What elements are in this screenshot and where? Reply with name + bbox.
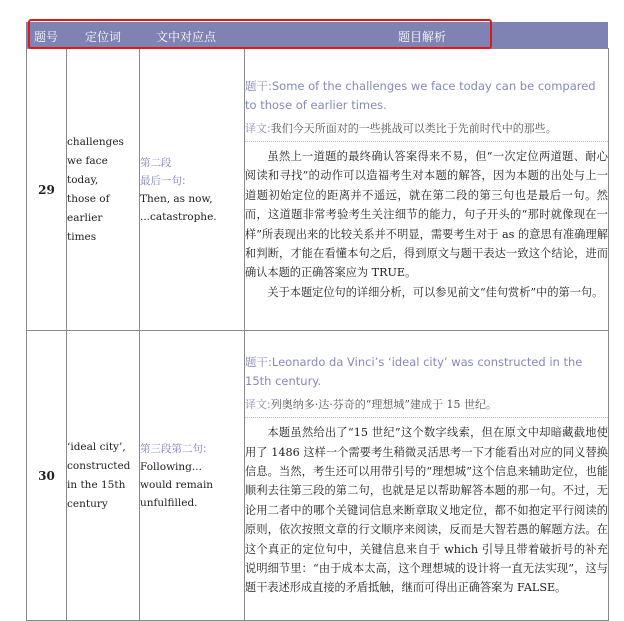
location-quote: ...catastrophe. xyxy=(140,210,217,223)
stem-text: Leonardo da Vinci’s ‘ideal city’ was constructed in the 15th century. xyxy=(245,355,583,389)
translation-label: 译文: xyxy=(245,121,271,135)
explanation-cell xyxy=(245,49,609,331)
stem-text: Some of the challenges we face today can be compared to those of earlier times. xyxy=(245,78,596,112)
divider xyxy=(245,417,608,418)
analysis-paragraph: 虽然上一道题的最终确认答案得来不易，但“一次定位两道题、耐心阅读和寻找”的动作可以造福考生对本题的解答，因为本题的出处与上一道题初始定位的距离并不遥远，就在第二段的第三句也是最后一句。然而，这道题非常考验考生关注细节的能力，句子开头的“那时就像现在一样”所表现出来的比较关系并不明显，需要考生对于 as 的意思有准确理解和判断，才能在看懂本句之后，得到原文与题干表达一致这个结论，进而确认本题的正确答案应为 TRUE。 xyxy=(245,149,608,280)
stem-label: 题干: xyxy=(245,355,272,370)
analysis-paragraph: 关于本题定位句的详细分析，可以参见前文“佳句赏析”中的第一句。 xyxy=(267,285,604,299)
location-quote: would remain xyxy=(140,478,214,491)
keyword-cell xyxy=(67,49,140,331)
table-row xyxy=(27,49,609,331)
header-location: 文中对应点 xyxy=(156,30,217,44)
translation xyxy=(245,395,608,414)
translation-text: 列奥纳多·达·芬奇的“理想城”建成于 15 世纪。 xyxy=(270,398,497,412)
question-number: 29 xyxy=(27,49,67,331)
keyword-line: today, xyxy=(67,173,99,186)
keyword-line: century xyxy=(67,497,108,510)
divider xyxy=(245,141,608,142)
location-quote: Then, as now, xyxy=(140,192,213,205)
keyword-line: ‘ideal city’, xyxy=(67,440,126,453)
table-row xyxy=(27,331,609,621)
table-header xyxy=(26,22,608,48)
question-number: 30 xyxy=(27,331,67,621)
keyword-line: challenges xyxy=(67,135,124,148)
location-paragraph: 第二段 xyxy=(140,156,172,169)
translation-label: 译文: xyxy=(245,398,271,412)
question-stem xyxy=(245,353,608,391)
header-keyword: 定位词 xyxy=(85,30,122,44)
analysis-grid xyxy=(26,48,609,621)
keyword-line: constructed xyxy=(67,459,131,472)
keyword-line: times xyxy=(67,230,97,243)
analysis-paragraph: 本题虽然给出了“15 世纪”这个数字线索，但在原文中却暗藏截地使用了 1486 这样一个需要考生稍微灵活思考一下才能看出对应的同义替换信息。当然，考生还可以用带引号的“理想城”这个信息来辅助定位，也能顺利去往第三段的第二句，也就是足以帮助解答本题的那一句。不过，无论用二者中的哪个关键词信息来断章取义地定位，都不如抱定平行阅读的原则，依次按照文章的行文顺序来阅读，反而是大智若愚的解题方法。在这个真正的定位句中，关键信息来自于 which 引导且带着破折号的补充说明细节里：“由于成本太高，这个理想城的设计将一直无法实现”，这与题干表述形成直接的矛盾抵触，继而可得出正确答案为 FALSE。 xyxy=(245,426,608,595)
location-cell xyxy=(140,331,245,621)
location-quote: Following... xyxy=(140,460,202,473)
header-analysis: 题目解析 xyxy=(398,30,447,44)
question-stem xyxy=(245,77,608,115)
translation xyxy=(245,119,608,138)
header-number: 题号 xyxy=(34,30,59,44)
keyword-line: earlier xyxy=(67,211,103,224)
location-quote: unfulfilled. xyxy=(140,496,198,509)
keyword-line: in the 15th xyxy=(67,478,126,491)
location-sentence: 最后一句: xyxy=(140,174,186,187)
location-cell xyxy=(140,49,245,331)
answer-analysis-table xyxy=(26,22,608,621)
location-sentence: 第三段第二句: xyxy=(140,442,207,455)
explanation-cell xyxy=(245,331,609,621)
keyword-cell xyxy=(67,331,140,621)
keyword-line: those of xyxy=(67,192,110,205)
stem-label: 题干: xyxy=(245,78,272,93)
keyword-line: we face xyxy=(67,154,108,167)
translation-text: 我们今天所面对的一些挑战可以类比于先前时代中的那些。 xyxy=(270,121,557,135)
